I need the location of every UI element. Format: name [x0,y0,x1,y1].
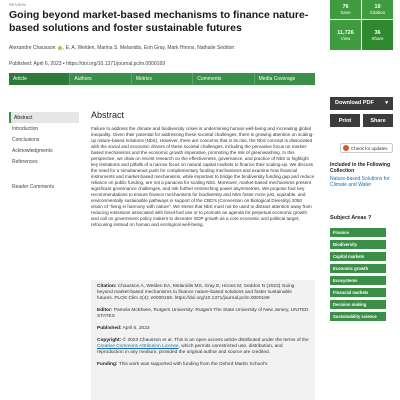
check-for-updates-button[interactable] [340,143,393,153]
funding-block [97,362,309,368]
author-name[interactable]: Nathalie Seddon [197,45,235,51]
article-title: Going beyond market-based mechanisms to finance nature-based solutions and foster sustainable futures [9,9,309,34]
nav-introduction[interactable]: Introduction [12,125,39,132]
metric-value: 76 [342,4,349,10]
article-info-box [91,280,315,400]
copyright-label: Copyright: [97,338,122,343]
print-button[interactable]: Print [330,114,360,127]
published-date: April 6, 2023 [122,326,150,331]
nav-acknowledgments[interactable]: Acknowledgments [12,147,53,154]
nav-references[interactable]: References [12,158,38,165]
published-label: Published: [97,326,122,331]
citation-label: Citation: [97,284,117,289]
orcid-icon[interactable] [58,46,62,50]
copyright-text-end: , which permits unrestricted use, distribution, and reproduction in any medium, provided the original author and source are credited. [97,344,283,355]
nav-conclusions[interactable]: Conclusions [12,136,40,143]
tab-authors[interactable]: Authors [70,73,131,85]
abstract-text: Failure to address the climate and biodiversity crises is undermining human well-being and increasing global inequality. Given their potential for addressing these societal challenges, there is growing attention on scaling-up nature-based solutions (NbS). However, there are concerns that in its rise, the NbS concept is dissociated with the social and economic drivers of these societal challenges, including the pervasive focus on market-based mechanisms and the economic growth imperative, promoting the risk of greenwashing. In this perspective, we draw on recent research on the effectiveness, governance, and practice of NbS to highlight key limitations and pitfalls of a narrow focus on natural capital markets to finance their scaling-up. We discuss the need for a simultaneous push for complementary funding mechanisms and examine how financial instruments and market-based mechanisms, while important to bridge the biodiversity funding gap and reduce reliance on public funding, are not a panacea for scaling NbS. Moreover, market-based mechanisms present significant governance challenges, and risk further entrenching power asymmetries. We propose four key recommendations to ensure finance mechanisms for biodiversity and NbS foster more just, equitable, and environmentally sustainable pathways in support of the CBD's (Convention on Biological Diversity) 2050 vision of "living in harmony with nature". We stress that NbS must not be used to distract attention away from reducing emissions associated with fossil-fuel use or to promote an agenda for perpetual economic growth and call on government policy makers to decenter GDP growth as a core economic and political target, refocusing instead on human and ecological well-being. [91,126,315,227]
included-collection-heading: Included in the Following Collection [330,162,390,174]
citation-text: Chausson A, Welden EA, Melanidis MS, Gray E, Hirons M, Seddon N (2023) Going beyond market-based mechanisms to finance nature-based solutions and foster sustainable futures. PLOS Clim 2(4): e0000169. https://doi.org/10.1371/journal.pclm.0000169 [97,284,295,301]
editor-block [97,308,309,320]
crossmark-icon [343,145,349,151]
subject-tag[interactable]: Decision making [330,300,386,309]
metric-label: Citation [369,10,386,15]
citation-block [97,284,309,302]
subject-tag[interactable]: Biodiversity [330,240,386,249]
metric-value: 11,726 [337,29,354,36]
subject-area-list [330,228,386,324]
subject-tag[interactable]: Economic growth [330,264,386,273]
author-name[interactable]: Mark Hirons [167,45,195,51]
article-tab-bar [9,73,315,85]
metric-save[interactable] [330,0,361,19]
nav-abstract[interactable]: Abstract [9,112,79,123]
editor-text: Pamela McElwee, Rutgers University: Rutgers The State University of New Jersey, UNITED STATES [97,308,309,319]
author-list: Alexandre Chausson , E. A. Welden, Marina S. Melanidis, Erin Gray, Mark Hirons, Nathalie Seddon [9,45,235,51]
updates-label: Check for updates [351,145,388,151]
tab-article[interactable]: Article [9,73,70,85]
help-icon[interactable]: ? [368,215,372,221]
subject-areas-heading [330,215,371,221]
author-name[interactable]: Marina S. Melanidis [97,45,142,51]
subject-areas-label: Subject Areas [330,215,367,221]
metric-value: 36 [374,29,381,36]
author-name[interactable]: Erin Gray [143,45,165,51]
subject-tag[interactable]: Ecosystems [330,276,386,285]
copyright-block [97,338,309,356]
article-type: REVIEW [9,2,26,7]
metric-view[interactable] [330,20,361,50]
subject-tag[interactable]: Capital markets [330,252,386,261]
collection-link[interactable]: Nature-based Solutions for Climate and Water [330,176,390,188]
abstract-heading: Abstract [91,110,125,120]
subject-tag[interactable]: Finance [330,228,386,237]
tab-comments[interactable]: Comments [193,73,254,85]
author-name[interactable]: Alexandre Chausson [9,45,56,51]
editor-label: Editor: [97,308,113,313]
download-label: Download PDF [335,100,374,106]
metric-value: 19 [374,4,381,10]
tab-media-coverage[interactable]: Media Coverage [258,76,296,82]
published-block [97,326,309,332]
copyright-text: © 2023 Chausson et al. This is an open access article distributed under the terms of the [122,338,309,343]
license-link[interactable]: Creative Commons Attribution License [97,344,179,349]
chevron-down-icon: ▾ [385,100,388,106]
subject-tag[interactable]: Sustainability science [330,312,386,321]
metric-share[interactable] [362,20,393,50]
metric-label: Share [371,35,384,41]
funding-label: Funding: [97,362,118,367]
download-pdf-button[interactable] [330,97,393,110]
metric-citation[interactable] [362,0,393,19]
nav-reader-comments[interactable]: Reader Comments [12,183,54,190]
tab-metrics[interactable]: Metrics [132,73,193,85]
subject-tag[interactable]: Financial markets [330,288,386,297]
published-doi-line: Published: April 6, 2023 • https://doi.org/10.1371/journal.pclm.0000169 [9,61,166,67]
author-name[interactable]: E. A. Welden [65,45,95,51]
metric-label: Save [340,10,351,15]
funding-text: This work was supported with funding from the Oxford Martin School's [118,362,268,367]
metric-label: View [340,35,351,41]
share-button[interactable]: Share [363,114,393,127]
section-nav [9,112,79,192]
